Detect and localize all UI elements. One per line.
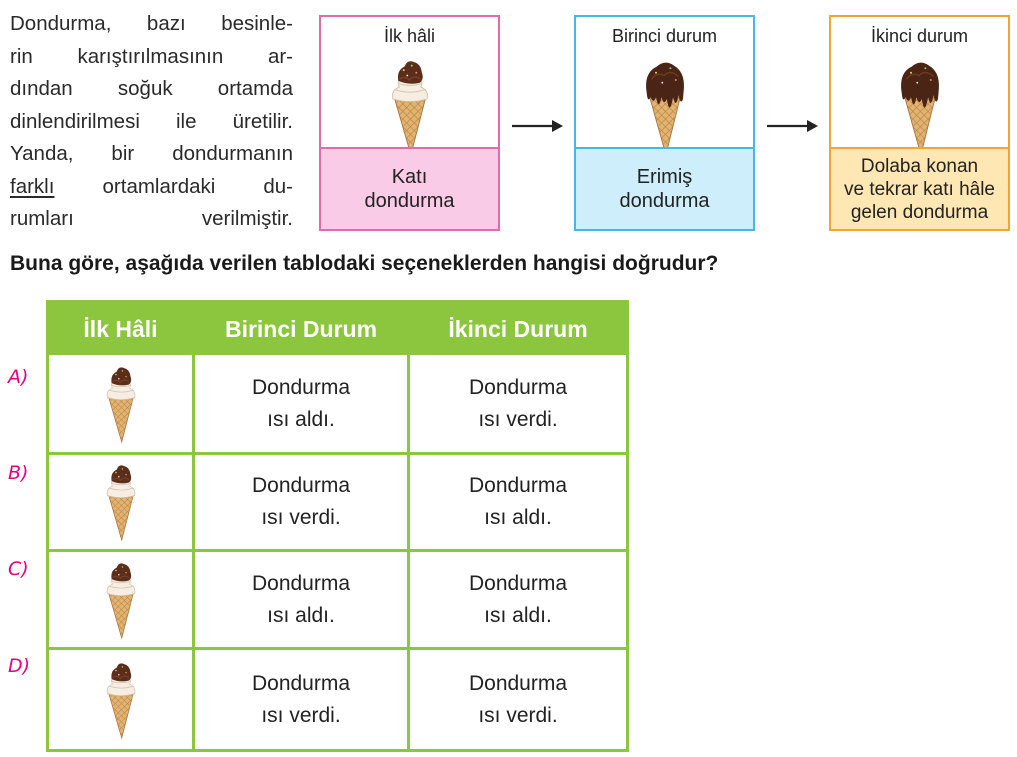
table-row-b-image <box>49 455 192 549</box>
cell-line: Dondurma <box>251 571 351 595</box>
cell-line: Dondurma <box>468 671 568 695</box>
table-row-d-second <box>410 650 626 749</box>
ice-cream-cone-icon <box>642 52 687 162</box>
cell-line: ısı aldı. <box>484 603 552 627</box>
caption-line: Erimiş <box>636 166 693 188</box>
table-row-c-first <box>195 552 407 647</box>
state-title: Birinci durum <box>611 26 718 46</box>
ice-cream-cone-icon <box>103 360 139 448</box>
ice-cream-cone-icon <box>897 52 942 162</box>
option-label-c[interactable]: C) <box>8 558 29 580</box>
cell-line: ısı aldı. <box>484 506 552 529</box>
right-arrow-icon <box>767 116 819 136</box>
table-row-d-image <box>49 650 192 749</box>
state-caption <box>321 147 498 229</box>
question-text: Buna göre, aşağıda verilen tablodaki seçeneklerden hangisi doğrudur? <box>10 252 719 275</box>
options-table <box>46 300 629 752</box>
ice-cream-cone-icon <box>103 656 139 744</box>
intro-line-with-underline <box>10 171 293 204</box>
table-row-c-second <box>410 552 626 647</box>
option-label-b[interactable]: B) <box>8 462 29 484</box>
caption-line: dondurma <box>364 190 455 212</box>
table-row-a-image <box>49 355 192 452</box>
cell-line: Dondurma <box>251 375 351 399</box>
underlined-word: farklı <box>10 174 55 198</box>
option-label-a[interactable]: A) <box>8 366 29 388</box>
state-box-second <box>829 15 1010 231</box>
intro-line: rin karıştırılmasının ar- <box>10 44 293 68</box>
caption-line: Katı <box>391 166 428 188</box>
state-caption <box>831 147 1008 229</box>
intro-line-rest: ortamlardaki du- <box>102 174 293 198</box>
table-row-b-first <box>195 455 407 549</box>
intro-line: Yanda, bir dondurmanın <box>10 142 293 165</box>
option-label-d[interactable]: D) <box>8 655 31 677</box>
cell-line: Dondurma <box>468 375 568 399</box>
table-row-d-first <box>195 650 407 749</box>
intro-line: dından soğuk ortamda <box>10 77 293 100</box>
ice-cream-cone-icon <box>387 52 432 162</box>
caption-line: ve tekrar katı hâle <box>843 178 996 200</box>
cell-line: Dondurma <box>468 474 568 497</box>
caption-line: gelen dondurma <box>850 201 989 223</box>
ice-cream-cone-icon <box>103 556 139 644</box>
header-first: Birinci Durum <box>224 315 378 342</box>
cell-line: ısı verdi. <box>478 703 558 727</box>
cell-line: ısı aldı. <box>267 407 335 431</box>
state-box-initial <box>319 15 500 231</box>
table-row-b-second <box>410 455 626 549</box>
cell-line: ısı aldı. <box>267 603 335 627</box>
table-row-a-second <box>410 355 626 452</box>
intro-line: dinlendirilmesi ile üretilir. <box>10 109 293 133</box>
cell-line: Dondurma <box>251 671 351 695</box>
cell-line: ısı verdi. <box>478 407 558 431</box>
intro-line: rumları verilmiştir. <box>10 207 293 230</box>
header-initial: İlk Hâli <box>83 315 158 342</box>
state-caption <box>576 147 753 229</box>
cell-line: ısı verdi. <box>261 506 341 529</box>
cell-line: Dondurma <box>468 571 568 595</box>
caption-line: Dolaba konan <box>860 155 979 177</box>
cell-line: Dondurma <box>251 474 351 497</box>
intro-line: Dondurma, bazı besinle- <box>10 12 293 35</box>
ice-cream-cone-icon <box>103 458 139 546</box>
table-row-c-image <box>49 552 192 647</box>
table-header <box>49 303 626 355</box>
state-box-first <box>574 15 755 231</box>
state-title: İkinci durum <box>870 26 969 46</box>
cell-line: ısı verdi. <box>261 703 341 727</box>
header-second: İkinci Durum <box>448 315 588 342</box>
right-arrow-icon <box>512 116 564 136</box>
table-row-a-first <box>195 355 407 452</box>
caption-line: dondurma <box>619 190 710 212</box>
intro-paragraph <box>10 8 293 236</box>
state-title: İlk hâli <box>383 26 436 46</box>
